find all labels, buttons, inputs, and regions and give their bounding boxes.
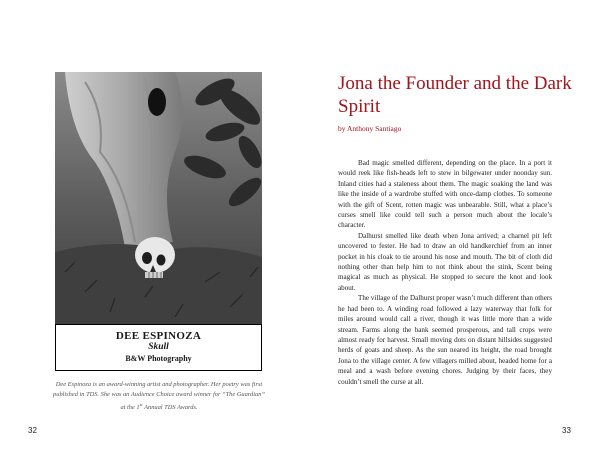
- right-page: [300, 0, 600, 463]
- photo-caption-box: [55, 324, 262, 371]
- artwork-title: Skull: [148, 342, 169, 352]
- bio-text-1: Dee Espinoza is an award-winning artist and photographer. Her poetry was first published in TDS. She was an Audience Choice award winner for “The Guardian” at the 1: [53, 381, 265, 412]
- paragraph: Bad magic smelled different, depending on the place. In a port it would reek like fish-heads left to stew in bilgewater under noonday sun. Inland cities had a staleness about them. The magic soaking the land was like the inside of a wardrobe stuffed with once-damp clothes. To someone with the gift of Scent, rotten magic was unbearable. Still, what a place’s curses smell like could tell such a person much about the locale’s character.: [338, 159, 552, 230]
- artwork-medium: B&W Photography: [125, 354, 192, 363]
- page-number-left: 32: [28, 426, 37, 435]
- paragraph: Dalhurst smelled like death when Jona arrived; a charnel pit left uncovered to fester. He had to draw an old handkerchief from an inner pocket in his cloak to tie around his nose and mouth. The bit of cloth did nothing other than help him to not think about the stink, Scent being magical as much as physical. He stopped to secure the knot and look about.: [338, 231, 552, 292]
- bio-ordinal: st: [139, 402, 143, 407]
- byline: by Anthony Santiago: [338, 124, 402, 133]
- story-body: [338, 158, 552, 387]
- skull-photograph: [55, 72, 262, 330]
- paragraph: The village of the Dalhurst proper wasn’t much different than others he had been to. A winding road followed a lazy waterway that folk for miles around would call a river, though it was little more than a wide stream. Farms along the bank seemed prosperous, and tall crops were almost ready for harvest. Small moving dots on distant hillsides suggested herds of goats and sheep. As the sun neared its height, the road brought Jona to the village center. A few villagers milled about, headed home for a meal and a wash before evening chores. Judging by their faces, they couldn’t smell the curse at all.: [338, 294, 552, 386]
- bio-text-2: Annual TDS Awards.: [142, 404, 198, 412]
- story-title: Jona the Founder and the Dark Spirit: [338, 73, 572, 117]
- artist-bio: [52, 380, 266, 413]
- artist-name: DEE ESPINOZA: [115, 330, 202, 342]
- page-number-right: 33: [562, 426, 571, 435]
